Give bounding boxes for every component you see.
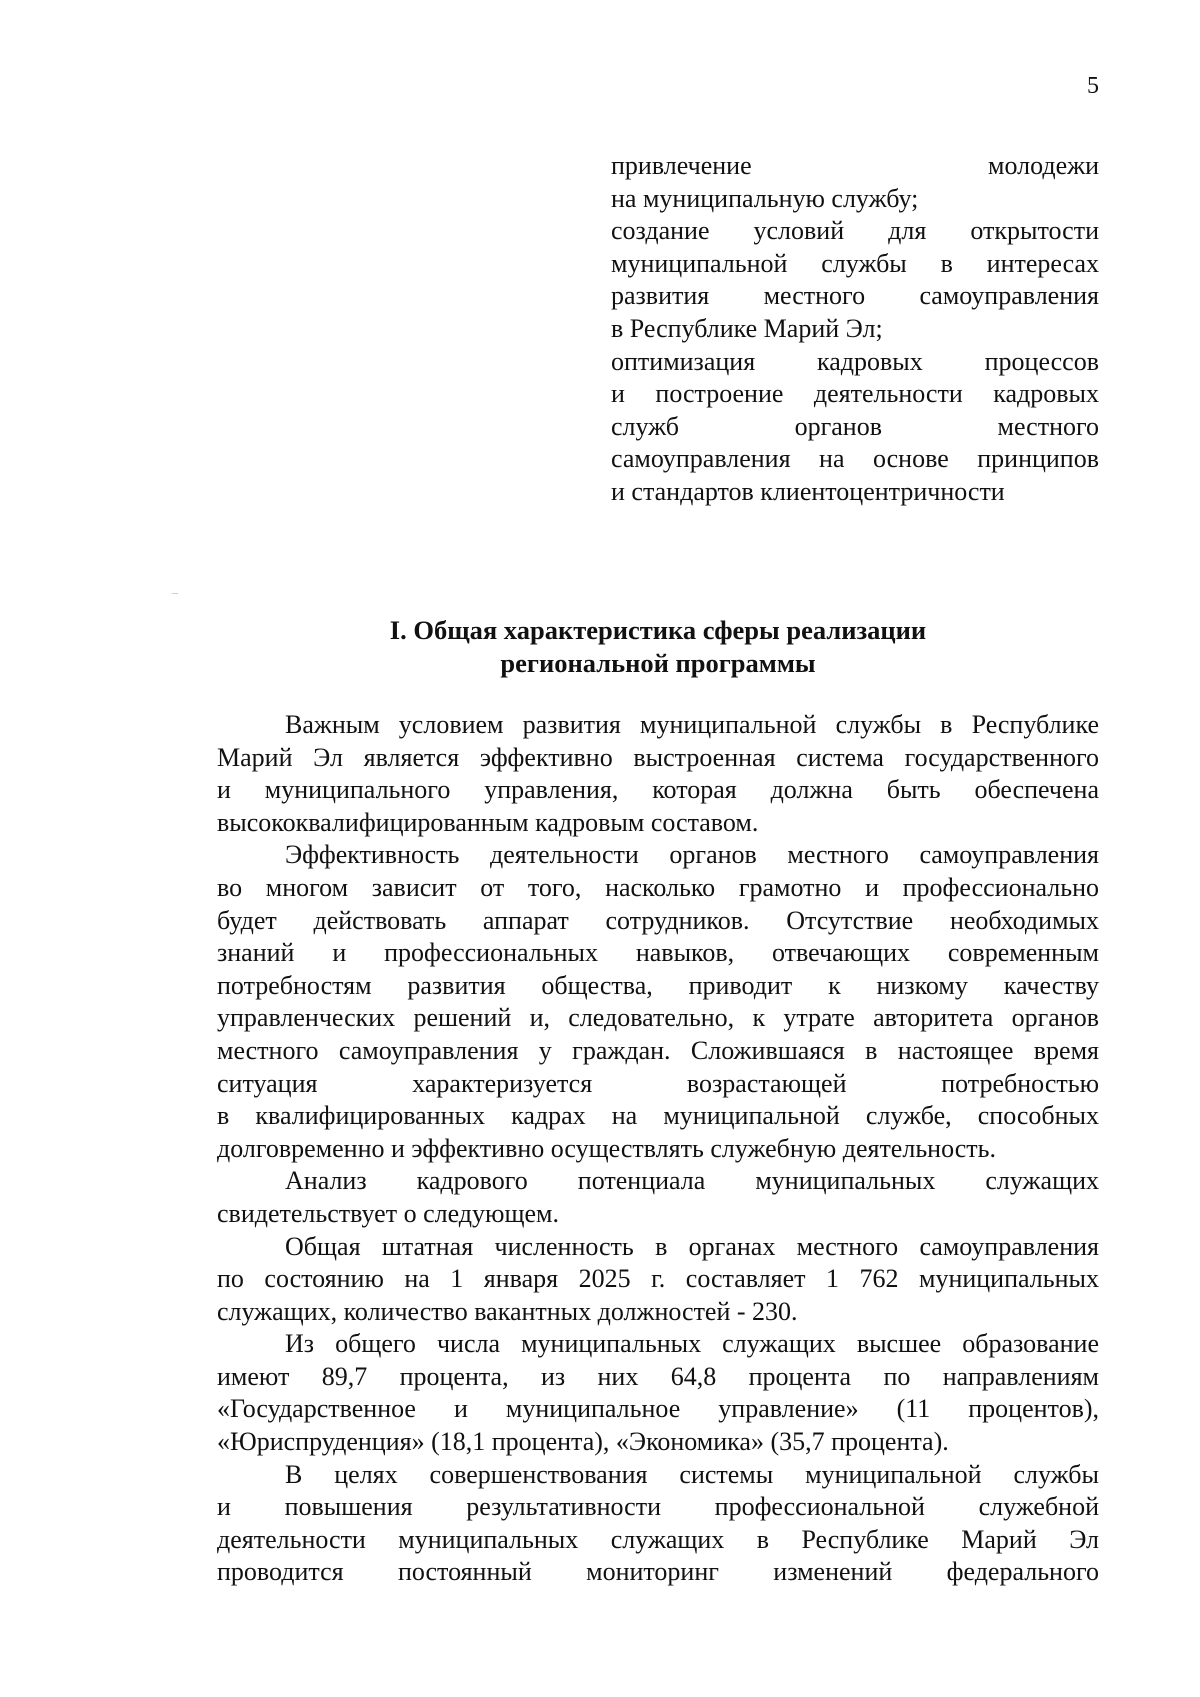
section-heading-line: региональной программы — [500, 648, 816, 678]
paragraph-line: свидетельствует о следующем. — [217, 1198, 559, 1228]
section-heading-line: I. Общая характеристика сферы реализации — [389, 615, 927, 645]
paragraph-line: потребностям развития общества, приводит к низкому качеству — [217, 970, 1099, 1000]
paragraph-line: «Юриспруденция» (18,1 процента), «Экономика» (35,7 процента). — [217, 1427, 949, 1457]
paragraph-line: «Государственное и муниципальное управление» (11 процентов), — [217, 1394, 1099, 1424]
paragraph-line: ситуация характеризуется возрастающей потребностью — [217, 1068, 1099, 1098]
goals-line: муниципальной службы в интересах — [611, 248, 1099, 278]
paragraph-line: и муниципального управления, которая должна быть обеспечена — [217, 775, 1099, 805]
goals-line: и построение деятельности кадровых — [611, 379, 1099, 409]
paragraph-line: Анализ кадрового потенциала муниципальных служащих — [285, 1166, 1099, 1196]
paragraph-line: высококвалифицированным кадровым составом. — [217, 807, 759, 837]
goals-line: оптимизация кадровых процессов — [611, 346, 1099, 376]
paragraph-line: долговременно и эффективно осуществлять служебную деятельность. — [217, 1133, 996, 1163]
paragraph-line: деятельности муниципальных служащих в Республике Марий Эл — [217, 1524, 1099, 1554]
paragraph-line: в квалифицированных кадрах на муниципальной службе, способных — [217, 1101, 1099, 1131]
goals-line: на муниципальную службу; — [611, 183, 919, 213]
paragraph-line: управленческих решений и, следовательно, к утрате авторитета органов — [217, 1003, 1099, 1033]
paragraph-line: имеют 89,7 процента, из них 64,8 процента по направлениям — [217, 1361, 1099, 1391]
section-heading — [217, 614, 1099, 680]
paragraph-line: проводится постоянный мониторинг изменений федерального — [217, 1557, 1099, 1587]
body-text — [217, 709, 1099, 1589]
paragraph-line: знаний и профессиональных навыков, отвечающих современным — [217, 938, 1099, 968]
paragraph-line: В целях совершенствования системы муниципальной службы — [285, 1459, 1099, 1489]
paragraph-line: будет действовать аппарат сотрудников. Отсутствие необходимых — [217, 905, 1099, 935]
paragraph-line: и повышения результативности профессиональной служебной — [217, 1492, 1099, 1522]
paragraph-line: местного самоуправления у граждан. Сложившаяся в настоящее время — [217, 1035, 1099, 1065]
paragraph-line: по состоянию на 1 января 2025 г. составляет 1 762 муниципальных — [217, 1264, 1099, 1294]
goals-line: развития местного самоуправления — [611, 281, 1099, 311]
goals-line: и стандартов клиентоцентричности — [611, 476, 1005, 506]
paragraph-line: Важным условием развития муниципальной службы в Республике — [285, 710, 1099, 739]
paragraph-line: Марий Эл является эффективно выстроенная система государственного — [217, 742, 1099, 772]
page-number: 5 — [1087, 73, 1099, 99]
goals-line: в Республике Марий Эл; — [611, 313, 883, 343]
goals-line: создание условий для открытости — [611, 216, 1099, 246]
paragraph-line: Эффективность деятельности органов местного самоуправления — [285, 840, 1099, 870]
goals-line: привлечение молодежи — [611, 151, 1099, 180]
goals-line: самоуправления на основе принципов — [611, 444, 1099, 474]
paragraph-line: во многом зависит от того, насколько грамотно и профессионально — [217, 872, 1099, 902]
goals-list — [611, 150, 1099, 509]
scan-mark — [172, 593, 178, 594]
paragraph-line: служащих, количество вакантных должностей - 230. — [217, 1296, 798, 1326]
paragraph-line: Из общего числа муниципальных служащих высшее образование — [285, 1329, 1099, 1359]
paragraph-line: Общая штатная численность в органах местного самоуправления — [285, 1231, 1099, 1261]
goals-line: служб органов местного — [611, 411, 1099, 441]
